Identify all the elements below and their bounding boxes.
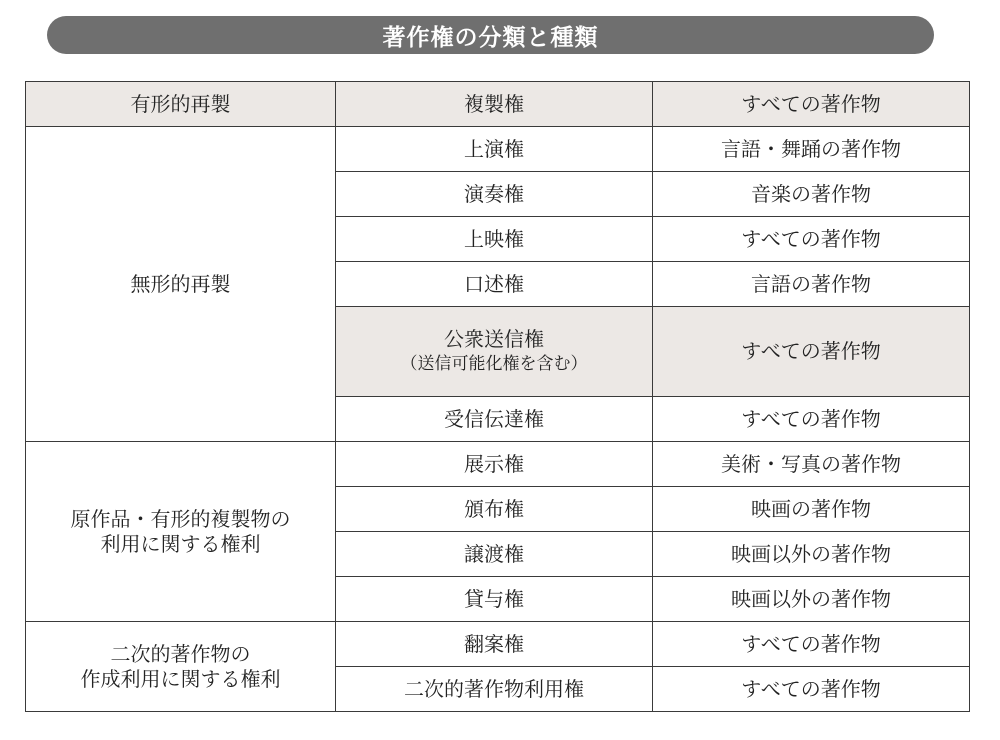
category-line: 作成利用に関する権利: [80, 666, 281, 691]
right-cell: 上演権: [336, 127, 653, 172]
category-cell: [26, 442, 336, 622]
right-cell: 口述権: [336, 262, 653, 307]
subject-cell: すべての著作物: [653, 307, 970, 397]
title-banner: [47, 16, 934, 54]
right-cell: 上映権: [336, 217, 653, 262]
subject-cell: すべての著作物: [653, 82, 970, 127]
right-cell: 翻案権: [336, 622, 653, 667]
subject-cell: 映画以外の著作物: [653, 577, 970, 622]
right-cell: 展示権: [336, 442, 653, 487]
table-row: [26, 127, 970, 172]
subject-cell: 映画以外の著作物: [653, 532, 970, 577]
right-note: （送信可能化権を含む）: [400, 354, 588, 375]
subject-cell: すべての著作物: [653, 217, 970, 262]
right-cell: [336, 307, 653, 397]
right-cell: 二次的著作物利用権: [336, 667, 653, 712]
category-line: 二次的著作物の: [110, 641, 251, 666]
copyright-classification-table: [25, 81, 970, 712]
category-cell: [26, 622, 336, 712]
page-title: 著作権の分類と種類: [382, 24, 599, 51]
subject-cell: 美術・写真の著作物: [653, 442, 970, 487]
right-name: 公衆送信権: [444, 327, 544, 352]
category-line: 原作品・有形的複製物の: [70, 506, 291, 531]
right-cell: 演奏権: [336, 172, 653, 217]
subject-cell: すべての著作物: [653, 622, 970, 667]
subject-cell: 言語の著作物: [653, 262, 970, 307]
right-cell: 貸与権: [336, 577, 653, 622]
table-row: [26, 622, 970, 667]
right-cell: 受信伝達権: [336, 397, 653, 442]
category-cell: 有形的再製: [26, 82, 336, 127]
table-row: [26, 82, 970, 127]
category-cell: 無形的再製: [26, 127, 336, 442]
right-cell: 複製権: [336, 82, 653, 127]
subject-cell: 映画の著作物: [653, 487, 970, 532]
subject-cell: 言語・舞踊の著作物: [653, 127, 970, 172]
category-line: 利用に関する権利: [100, 531, 261, 556]
table-row: [26, 442, 970, 487]
subject-cell: すべての著作物: [653, 397, 970, 442]
right-cell: 頒布権: [336, 487, 653, 532]
subject-cell: すべての著作物: [653, 667, 970, 712]
right-cell: 譲渡権: [336, 532, 653, 577]
subject-cell: 音楽の著作物: [653, 172, 970, 217]
